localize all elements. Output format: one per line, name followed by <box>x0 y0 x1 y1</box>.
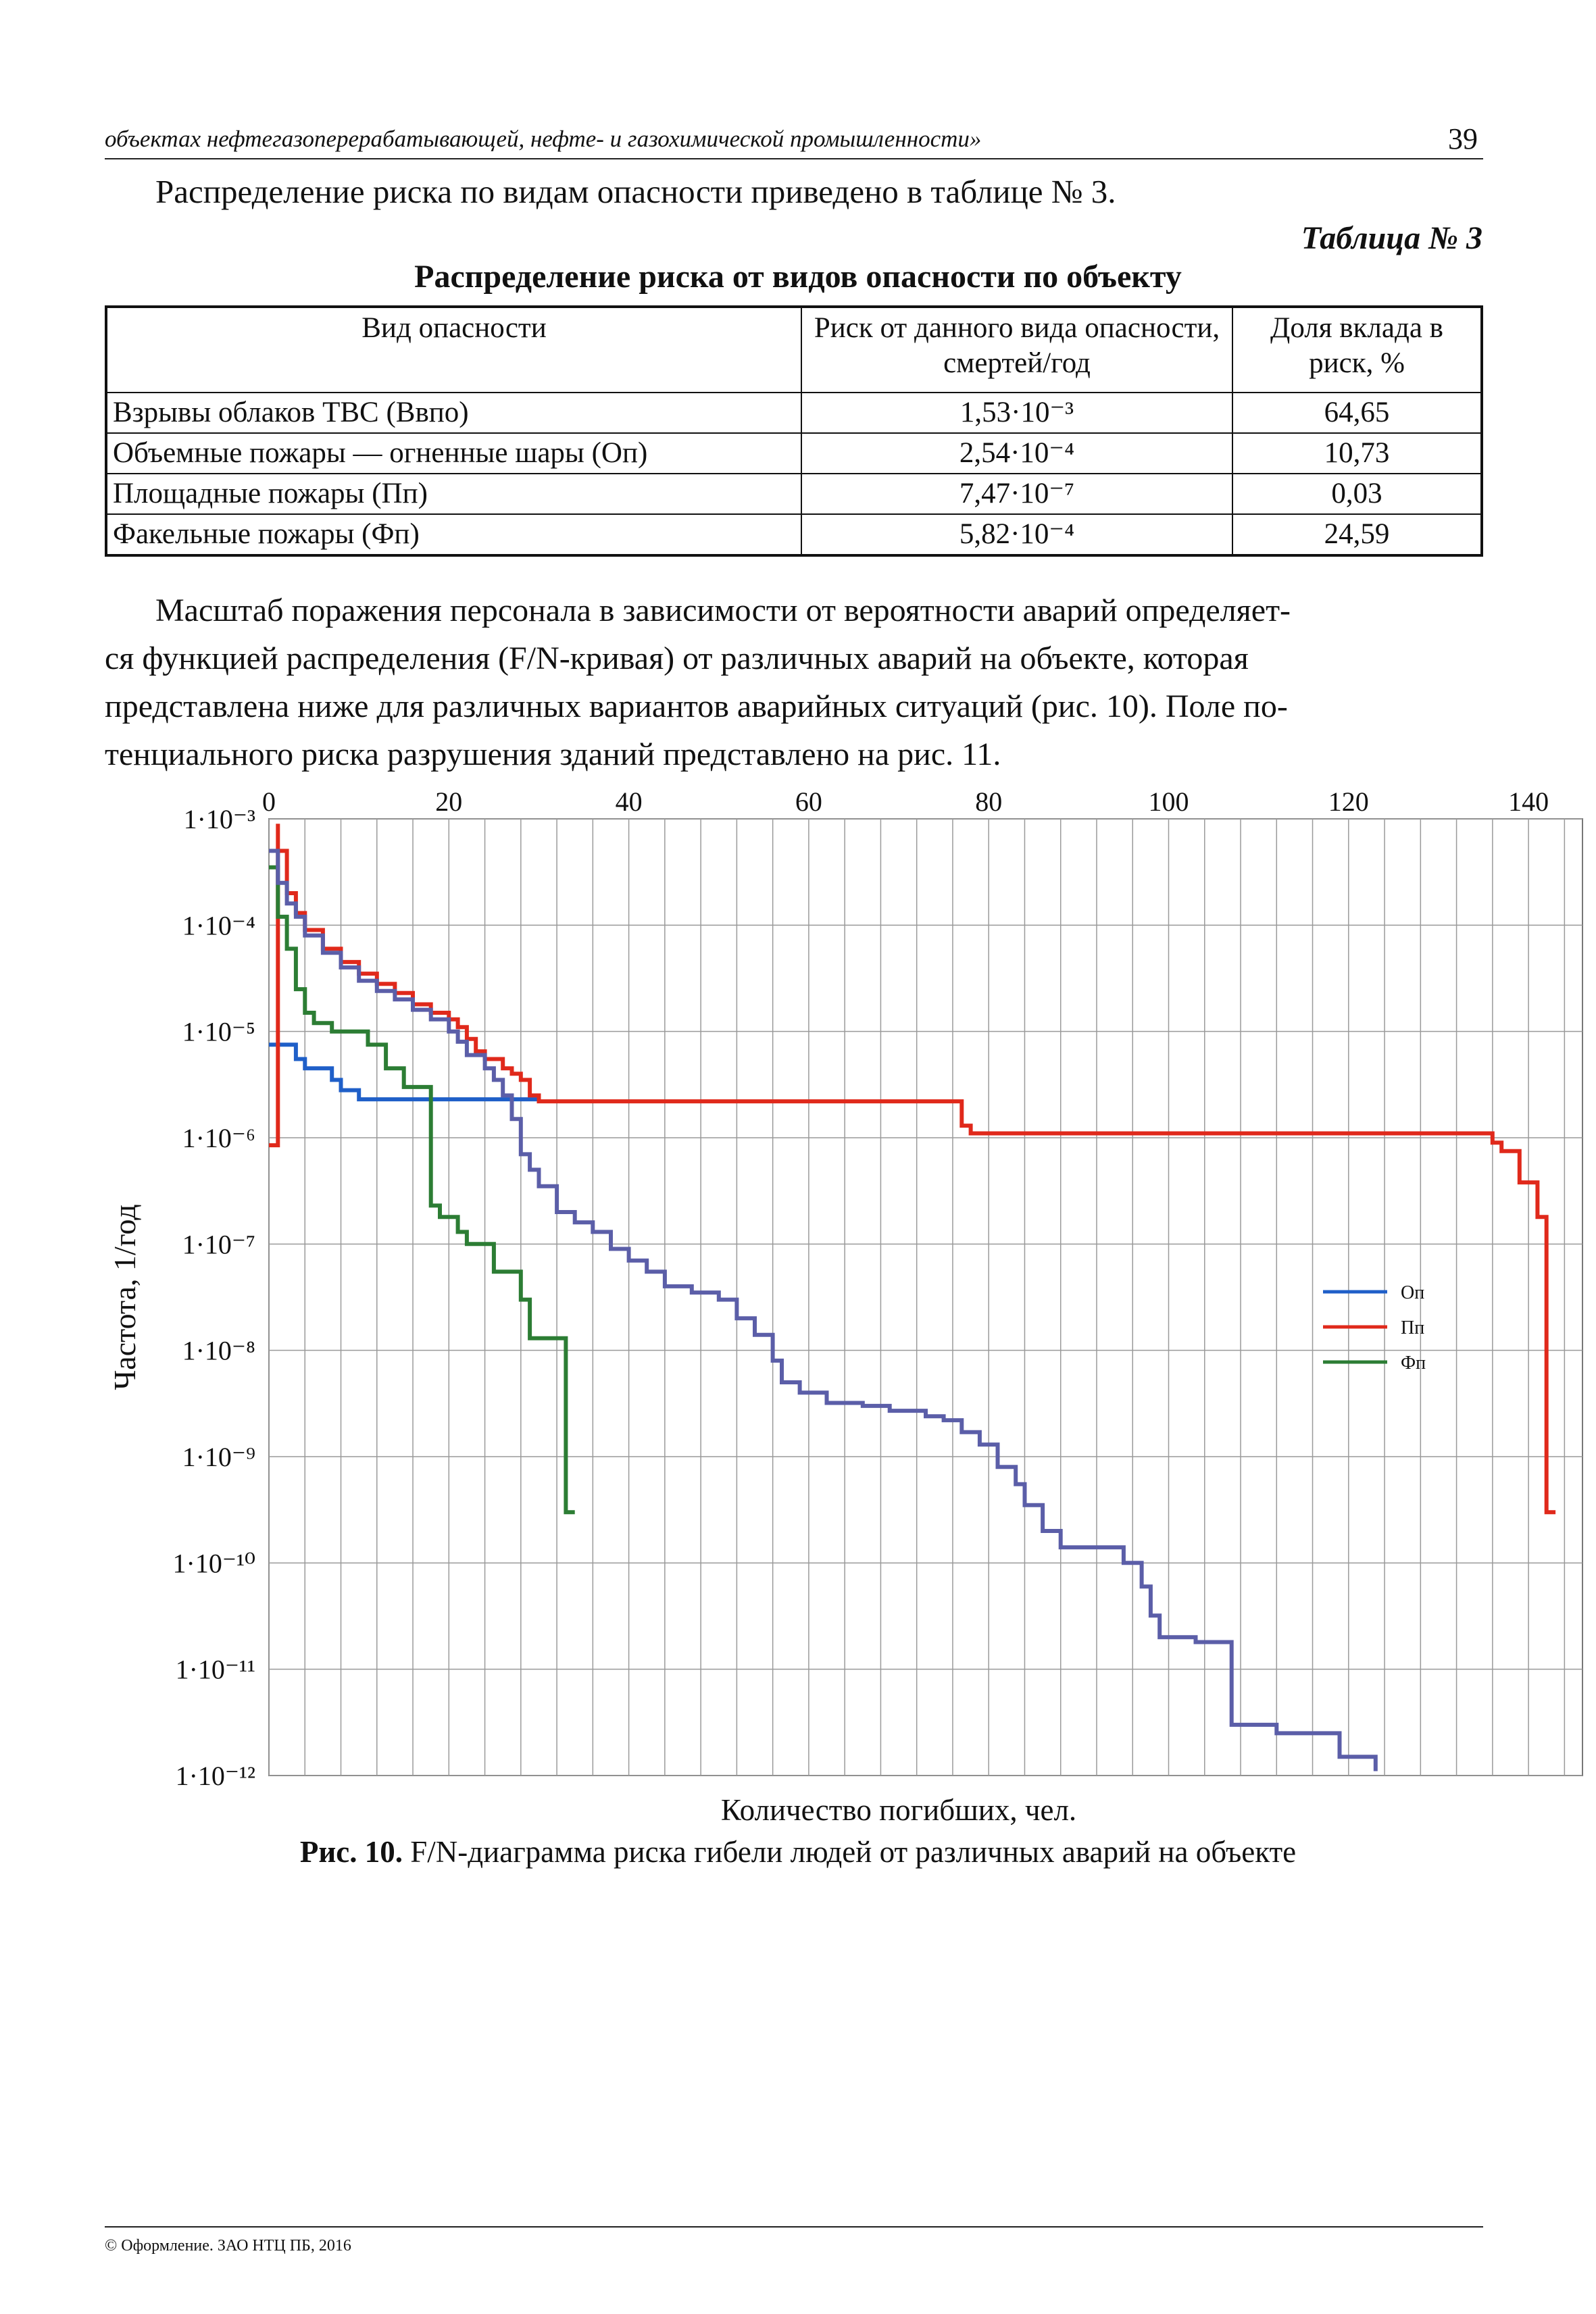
y-tick-label: 1·10⁻⁷ <box>182 1229 255 1260</box>
table-header-row <box>106 307 1482 393</box>
x-tick-label: 100 <box>1148 786 1189 817</box>
body-paragraph <box>105 586 1483 778</box>
table-title: Распределение риска от видов опасности по объекту <box>414 259 1182 295</box>
risk-table <box>105 305 1483 557</box>
intro-sentence: Распределение риска по видам опасности приведено в таблице № 3. <box>155 173 1116 210</box>
hazard-cell: Факельные пожары (Фп) <box>106 514 801 555</box>
x-tick-label: 140 <box>1508 786 1549 817</box>
hazard-cell: Взрывы облаков ТВС (Ввпо) <box>106 393 801 433</box>
column-header: Доля вклада в риск, % <box>1232 307 1482 393</box>
x-axis-label: Количество погибших, чел. <box>720 1793 1077 1827</box>
y-tick-label: 1·10⁻⁶ <box>182 1123 255 1153</box>
y-tick-label: 1·10⁻³ <box>183 804 255 834</box>
paragraph-line: представлена ниже для различных вариантов аварийных ситуаций (рис. 10). Поле по- <box>105 688 1288 724</box>
plot-frame <box>269 819 1582 1776</box>
share-cell: 10,73 <box>1232 433 1482 474</box>
series-line <box>269 851 1376 1771</box>
column-header: Риск от данного вида опасности, смертей/год <box>801 307 1232 393</box>
table-row <box>106 433 1482 474</box>
share-cell: 0,03 <box>1232 474 1482 514</box>
risk-cell: 1,53·10⁻³ <box>801 393 1232 433</box>
footer: © Оформление. ЗАО НТЦ ПБ, 2016 <box>105 2226 1483 2255</box>
x-tick-label: 20 <box>435 786 463 817</box>
table-row <box>106 393 1482 433</box>
x-tick-label: 0 <box>262 786 276 817</box>
y-tick-label: 1·10⁻⁸ <box>182 1335 255 1366</box>
legend-label: Пп <box>1401 1317 1425 1338</box>
running-header <box>105 120 1483 159</box>
hazard-cell: Объемные пожары — огненные шары (Оп) <box>106 433 801 474</box>
page-number: 39 <box>1448 122 1478 155</box>
y-tick-label: 1·10⁻⁹ <box>182 1442 255 1472</box>
y-tick-label: 1·10⁻¹⁰ <box>172 1548 255 1579</box>
y-axis-label: Частота, 1/год <box>107 1204 142 1390</box>
y-tick-label: 1·10⁻¹¹ <box>175 1654 255 1685</box>
x-tick-label: 80 <box>975 786 1003 817</box>
hazard-cell: Площадные пожары (Пп) <box>106 474 801 514</box>
series-line <box>269 867 575 1513</box>
running-title: объектах нефтегазоперерабатывающей, нефте- и газохимической промышленности» <box>105 126 982 152</box>
legend-label: Оп <box>1401 1282 1425 1303</box>
y-tick-label: 1·10⁻⁴ <box>182 910 255 941</box>
paragraph-line: Масштаб поражения персонала в зависимости от вероятности аварий определяет- <box>155 593 1291 628</box>
share-cell: 64,65 <box>1232 393 1482 433</box>
risk-cell: 2,54·10⁻⁴ <box>801 433 1232 474</box>
share-cell: 24,59 <box>1232 514 1482 555</box>
paragraph-line: тенциального риска разрушения зданий представлено на рис. 11. <box>105 736 1001 772</box>
caption-label: Рис. 10. <box>299 1835 403 1869</box>
paragraph-line: ся функцией распределения (F/N-кривая) от различных аварий на объекте, которая <box>105 640 1249 676</box>
column-header: Вид опасности <box>106 307 801 393</box>
x-tick-label: 40 <box>615 786 643 817</box>
figure-caption <box>0 1834 1596 1869</box>
x-tick-label: 60 <box>795 786 822 817</box>
risk-cell: 5,82·10⁻⁴ <box>801 514 1232 555</box>
y-tick-label: 1·10⁻⁵ <box>182 1016 255 1047</box>
y-tick-label: 1·10⁻¹² <box>175 1761 255 1791</box>
risk-cell: 7,47·10⁻⁷ <box>801 474 1232 514</box>
table-row <box>106 514 1482 555</box>
fn-chart <box>101 784 1549 1827</box>
x-tick-label: 120 <box>1328 786 1369 817</box>
caption-text: F/N-диаграмма риска гибели людей от различных аварий на объекте <box>410 1835 1297 1869</box>
table-label: Таблица № 3 <box>1301 220 1482 256</box>
legend-label: Фп <box>1401 1353 1426 1374</box>
table-row <box>106 474 1482 514</box>
